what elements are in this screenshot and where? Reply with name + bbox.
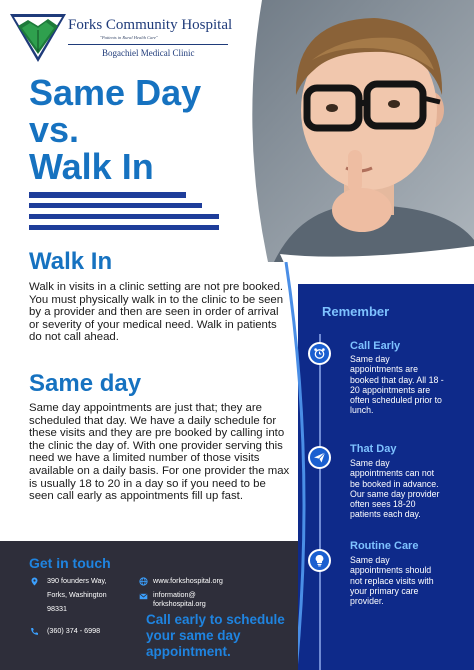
- that-day-title: That Day: [350, 443, 397, 455]
- page-title: [29, 74, 259, 185]
- get-in-touch-heading: Get in touch: [29, 555, 111, 571]
- hospital-logo: [8, 8, 238, 66]
- hospital-tagline: "Patients in Rural Health Care": [100, 35, 158, 40]
- envelope-icon: [139, 592, 148, 601]
- title-stripe-2: [29, 203, 202, 208]
- location-pin-icon: [30, 577, 39, 586]
- title-line-2: vs.: [29, 109, 80, 150]
- globe-icon: [139, 577, 148, 586]
- routine-care-title: Routine Care: [350, 540, 419, 552]
- email-link[interactable]: [153, 590, 206, 608]
- lightbulb-icon: [308, 549, 331, 572]
- address-line-2: Forks, Washington: [47, 590, 107, 599]
- title-line-1: Same Day: [29, 72, 202, 113]
- clinic-name: Bogachiel Medical Clinic: [102, 48, 195, 58]
- alarm-clock-icon: [308, 342, 331, 365]
- remember-title: Remember: [322, 304, 390, 319]
- mountain-tree-logo-icon: [8, 8, 68, 64]
- call-early-title: Call Early: [350, 340, 401, 352]
- title-stripe-3: [29, 214, 219, 219]
- phone-icon: [30, 627, 39, 636]
- phone-number-link[interactable]: (360) 374 - 6998: [47, 626, 101, 635]
- title-stripe-4: [29, 225, 219, 230]
- walk-in-heading: Walk In: [29, 248, 113, 275]
- paper-plane-icon: [308, 446, 331, 469]
- call-to-action: Call early to schedule your same day appointment.: [146, 612, 285, 659]
- email-line-1: information@: [153, 590, 196, 599]
- title-stripe-1: [29, 192, 186, 198]
- logo-divider: [68, 44, 228, 45]
- call-early-text: Same day appointments are booked that day. All 18 - 20 appointments are often scheduled prior to lunch.: [350, 354, 444, 416]
- boy-thinking-illustration: [234, 0, 474, 262]
- walk-in-description: Walk in visits in a clinic setting are not pre booked. You must physically walk in to the clinic to be seen by a provider and then are seen in order of arrival or severity of your medical need. Walk in patients do not call ahead.: [29, 281, 284, 344]
- title-line-3: Walk In: [29, 146, 154, 187]
- same-day-heading: Same day: [29, 370, 142, 397]
- routine-care-text: Same day appointments should not replace visits with your primary care provider.: [350, 555, 434, 607]
- same-day-description: Same day appointments are just that; they are scheduled that day. We have a daily schedule for these visits and they are pre booked by calling into the clinic the day of. With one provider serving this need we have a limited number of those visits available on a daily basis. For one provider the max is usually 18 to 20 in a day so if you need to be seen call early as appointments fill up fast.: [29, 402, 290, 503]
- website-link[interactable]: www.forkshospital.org: [153, 576, 223, 585]
- timeline-track: [319, 334, 321, 670]
- boy-thinking-photo: [234, 0, 474, 262]
- address-line-1: 390 founders Way,: [47, 576, 107, 585]
- address-line-3: 98331: [47, 604, 67, 613]
- hospital-name: Forks Community Hospital: [68, 17, 233, 33]
- that-day-text: Same day appointments can not be booked in advance. Our same day provider often sees 18-20 patients each day.: [350, 458, 440, 520]
- email-line-2: forkshospital.org: [153, 599, 206, 608]
